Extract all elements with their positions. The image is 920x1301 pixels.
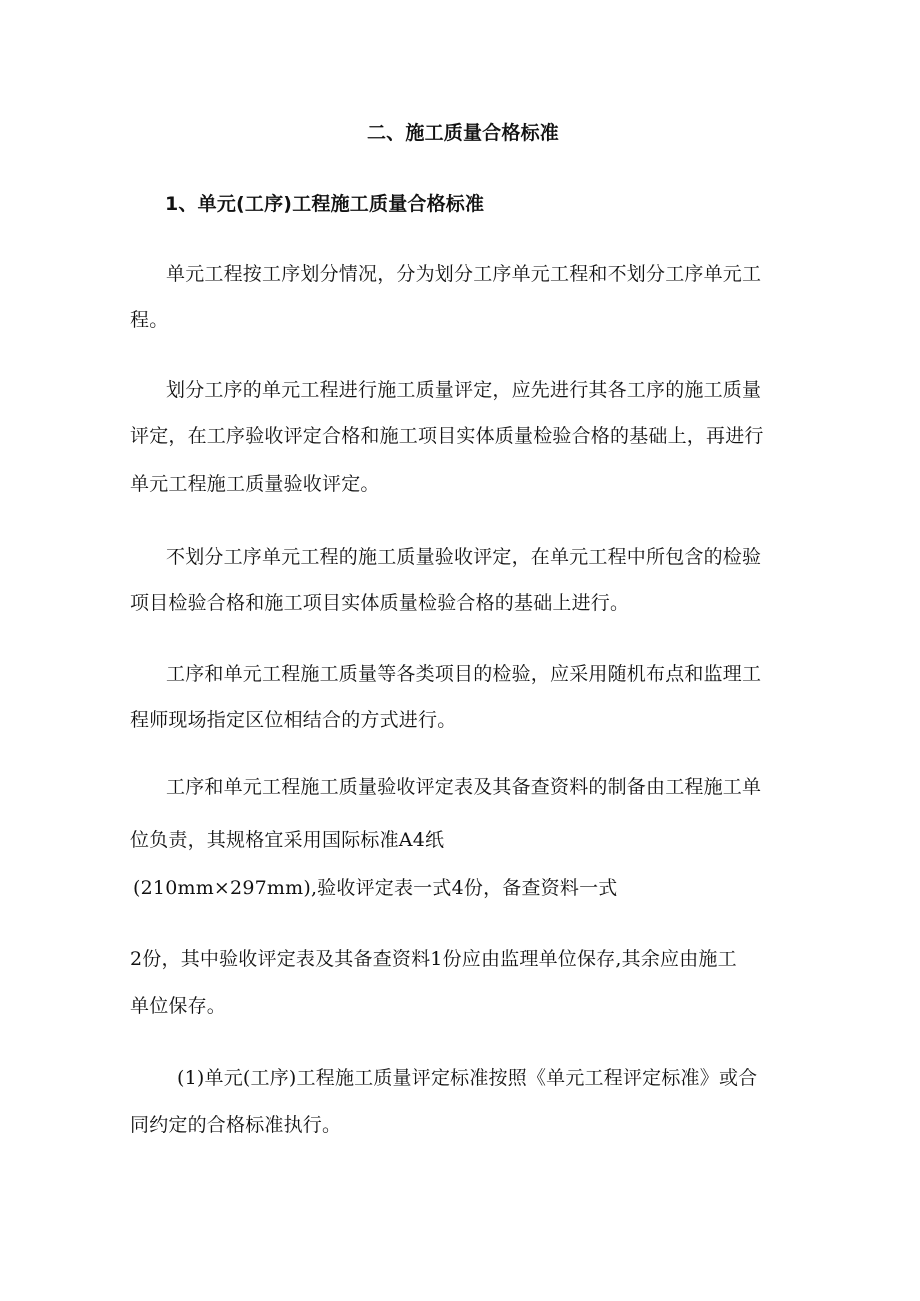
paragraph-line: 项目检验合格和施工项目实体质量检验合格的基础上进行。 bbox=[130, 592, 630, 614]
paragraph-line: 评定，在工序验收评定合格和施工项目实体质量检验合格的基础上，再进行 bbox=[130, 425, 764, 447]
paragraph-line: 单元工程按工序划分情况，分为划分工序单元工程和不划分工序单元工 bbox=[166, 263, 762, 285]
paragraph-line: 单元工程施工质量验收评定。 bbox=[130, 473, 380, 495]
paragraph-line: 不划分工序单元工程的施工质量验收评定，在单元工程中所包含的检验 bbox=[166, 546, 762, 568]
paragraph-line: 位负责，其规格宜采用国际标准A4纸 bbox=[130, 829, 445, 851]
paragraph-line: 单位保存。 bbox=[130, 995, 227, 1017]
section-heading: 1、单元(工序)工程施工质量合格标准 bbox=[165, 193, 485, 215]
paragraph-line: 工序和单元工程施工质量等各类项目的检验，应采用随机布点和监理工 bbox=[166, 663, 762, 685]
paragraph-line: 程。 bbox=[130, 309, 169, 331]
paragraph-line: 划分工序的单元工程进行施工质量评定，应先进行其各工序的施工质量 bbox=[166, 379, 762, 401]
paragraph-line: 程师现场指定区位相结合的方式进行。 bbox=[130, 709, 457, 731]
paragraph-line: 2份，其中验收评定表及其备查资料1份应由监理单位保存,其余应由施工 bbox=[130, 948, 737, 970]
paragraph-line: 同约定的合格标准执行。 bbox=[130, 1114, 342, 1136]
paragraph-line: (210mm×297mm),验收评定表一式4份，备查资料一式 bbox=[133, 877, 618, 899]
document-title: 二、施工质量合格标准 bbox=[366, 122, 559, 144]
paragraph-line: (1)单元(工序)工程施工质量评定标准按照《单元工程评定标准》或合 bbox=[177, 1067, 758, 1089]
paragraph-line: 工序和单元工程施工质量验收评定表及其备查资料的制备由工程施工单 bbox=[166, 776, 762, 798]
